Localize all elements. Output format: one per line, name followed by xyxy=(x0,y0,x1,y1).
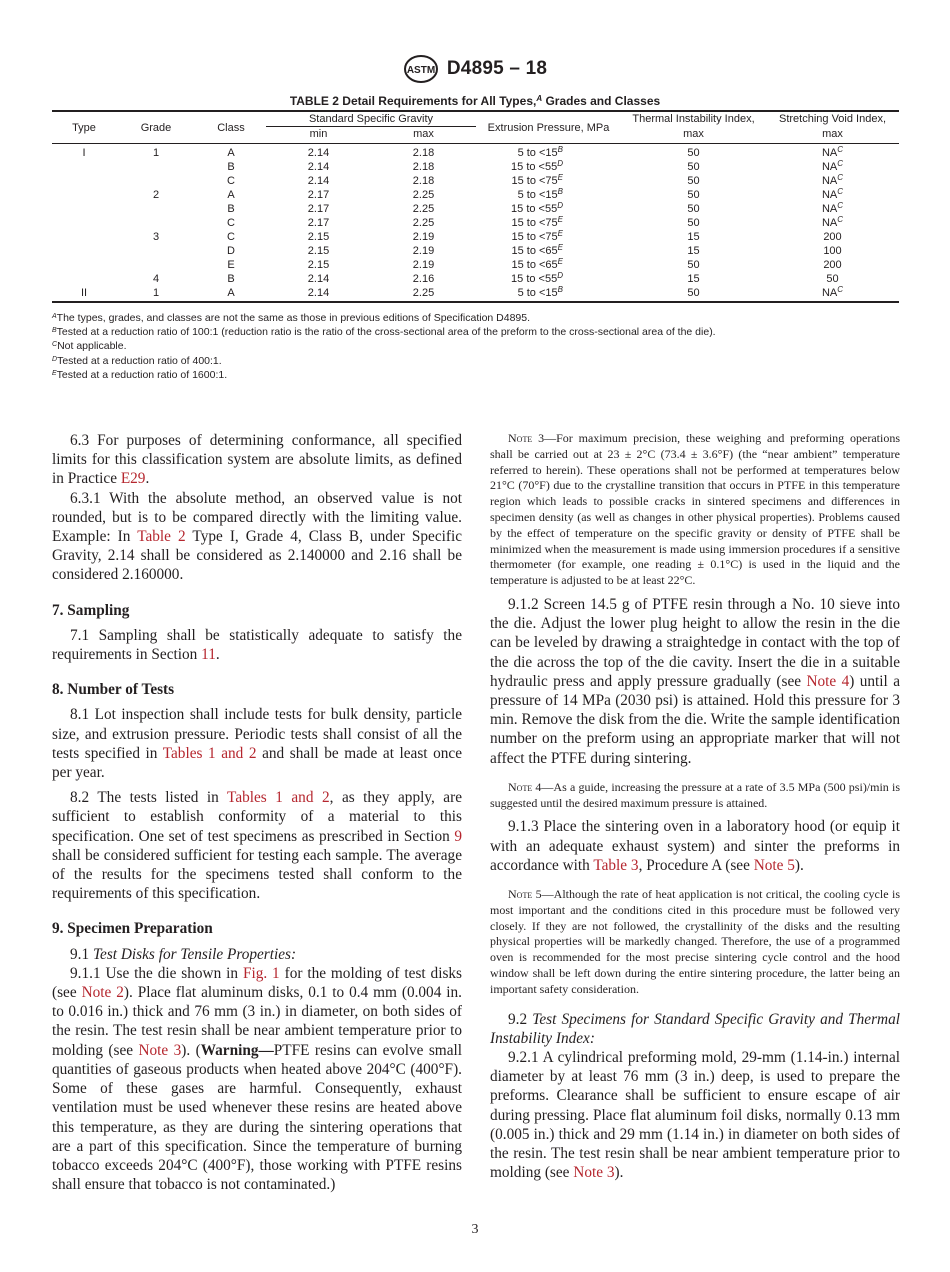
header-thermal-max: max xyxy=(683,127,704,140)
cell-extrusion: 15 to $<65^E$ xyxy=(511,243,563,257)
right-column xyxy=(490,431,900,1182)
cell-void-index: 200 xyxy=(823,259,842,271)
para-9-2: 9.2 Test Specimens for Standard Specific Gravity and Thermal Instability Index: xyxy=(490,1010,900,1047)
table-footnotes xyxy=(52,311,902,382)
cell-thermal-index: 50 xyxy=(687,203,700,215)
cell-void-index: $NA^C$ xyxy=(821,215,844,229)
table-row xyxy=(52,272,899,286)
link-section-9[interactable]: 9 xyxy=(454,827,462,845)
cell-extrusion: 15 to $<65^E$ xyxy=(511,257,563,271)
table-row xyxy=(52,174,899,188)
cell-grade xyxy=(116,160,196,174)
cell-extrusion: 15 to $<75^E$ xyxy=(511,215,563,229)
cell-class: B xyxy=(227,273,235,285)
link-fig-1[interactable]: Fig. 1 xyxy=(242,964,280,982)
header-void: Stretching Void Index, xyxy=(766,111,899,127)
cell-grade xyxy=(116,258,196,272)
cell-type xyxy=(52,244,116,258)
table-row xyxy=(52,202,899,216)
cell-min: 2.14 xyxy=(307,287,330,299)
cell-type: II xyxy=(80,287,88,299)
table-row xyxy=(52,216,899,230)
cell-class: A xyxy=(227,287,235,299)
cell-thermal-index: 50 xyxy=(687,147,700,159)
footnote: $^E$Tested at a reduction ratio of 1600:1. xyxy=(52,368,228,381)
cell-class: A xyxy=(227,189,235,201)
cell-grade xyxy=(116,244,196,258)
para-8-2: 8.2 The tests listed in Tables 1 and 2, as they apply, are sufficient to establish conformity of a material to this specification. One set of test specimens as prescribed in Section 9 shall be considered sufficient for testing each sample. The average of the results for the specimens tested shall conform to the requirements of this specification. xyxy=(52,789,462,903)
cell-void-index: 200 xyxy=(823,231,842,243)
cell-type: I xyxy=(82,147,86,159)
link-note-3[interactable]: Note 3 xyxy=(138,1041,182,1059)
cell-type xyxy=(52,258,116,272)
table-row xyxy=(52,230,899,244)
table-row xyxy=(52,244,899,258)
cell-class: E xyxy=(227,259,235,271)
heading-number-of-tests: 8. Number of Tests xyxy=(52,681,175,699)
cell-max: 2.25 xyxy=(412,203,435,215)
note-4: Note 4—As a guide, increasing the pressure at a rate of 3.5 MPa (500 psi)/min is suggested until the desired maximum pressure is attained. xyxy=(490,779,901,810)
header-max: max xyxy=(413,128,434,140)
link-table-3[interactable]: Table 3 xyxy=(593,856,639,874)
cell-thermal-index: 50 xyxy=(687,161,700,173)
header-ssg: Standard Specific Gravity xyxy=(266,111,476,127)
cell-grade: 4 xyxy=(152,273,160,285)
cell-max: 2.25 xyxy=(412,287,435,299)
cell-extrusion: 5 to $<15^B$ xyxy=(517,187,563,201)
header-thermal: Thermal Instability Index, xyxy=(621,111,766,127)
cell-extrusion: 15 to $<55^D$ xyxy=(511,159,563,173)
cell-min: 2.14 xyxy=(307,147,330,159)
cell-min: 2.17 xyxy=(307,217,330,229)
table-row xyxy=(52,160,899,174)
para-6-3: 6.3 For purposes of determining conformance, all specified limits for this classification system are absolute limits, as defined in Practice E29. xyxy=(52,432,462,488)
header-class: Class xyxy=(196,111,266,144)
cell-grade xyxy=(116,202,196,216)
cell-class: A xyxy=(227,147,235,159)
cell-type xyxy=(52,230,116,244)
cell-max: 2.25 xyxy=(412,217,435,229)
cell-extrusion: 15 to $<75^E$ xyxy=(511,229,563,243)
cell-class: D xyxy=(227,245,235,257)
cell-void-index: 50 xyxy=(826,273,839,285)
cell-class: B xyxy=(227,203,235,215)
cell-min: 2.14 xyxy=(307,273,330,285)
header-min: min xyxy=(309,128,328,140)
cell-class: C xyxy=(227,217,235,229)
footnote: $^C$Not applicable. xyxy=(52,340,127,353)
header-void-max: max xyxy=(822,127,843,140)
heading-sampling: 7. Sampling xyxy=(52,601,130,619)
cell-max: 2.19 xyxy=(412,231,435,243)
table-row xyxy=(52,188,899,202)
link-table-2[interactable]: Table 2 xyxy=(137,528,186,546)
cell-min: 2.14 xyxy=(307,161,330,173)
cell-type xyxy=(52,202,116,216)
cell-grade: 1 xyxy=(152,147,160,159)
cell-class: B xyxy=(227,161,235,173)
table-2 xyxy=(52,110,899,303)
cell-max: 2.16 xyxy=(412,273,435,285)
cell-min: 2.17 xyxy=(307,189,330,201)
cell-min: 2.15 xyxy=(307,245,330,257)
page-number: 3 xyxy=(471,1222,479,1237)
svg-text:ASTM: ASTM xyxy=(406,65,436,76)
cell-max: 2.19 xyxy=(412,259,435,271)
link-note-2[interactable]: Note 2 xyxy=(81,984,124,1002)
header-extrusion: Extrusion Pressure, MPa xyxy=(476,111,621,144)
cell-thermal-index: 50 xyxy=(687,287,700,299)
cell-extrusion: 15 to $<75^E$ xyxy=(511,173,563,187)
cell-type xyxy=(52,272,116,286)
link-e29[interactable]: E29 xyxy=(120,470,146,488)
note-3: Note 3—For maximum precision, these weighing and preforming operations shall be carried out at 23 ± 2°C (73.4 ± 3.6°F) (the “near ambient” temperature referred to herein). These operations shall not be performed at temperatures below 21°C (70°F) due to the crystalline transition that occurs in PTFE in this temperature region which leads to possible cracks in sintered specimens and differences in specimen density (as well as changes in other physical properties). Problems caused by the effect of temperature on the specific gravity or density of PTFE shall be minimized when the measurement is made using immersion procedures if a sensitive thermometer (for example, one reading ± 0.1°C) is used in the liquid and the temperature is adjusted to be at least 22°C. xyxy=(490,431,900,588)
cell-max: 2.18 xyxy=(412,175,435,187)
cell-max: 2.19 xyxy=(412,245,435,257)
cell-type xyxy=(52,160,116,174)
para-6-3-1: 6.3.1 With the absolute method, an observed value is not rounded, but is to be compared directly with the limiting value. Example: In Table 2 Type I, Grade 4, Class B, under Specific Gravity, 2.14 shall be considered as 2.140000 and 2.16 shall be considered 2.160000. xyxy=(52,489,462,584)
cell-void-index: $NA^C$ xyxy=(821,201,844,215)
link-note-5[interactable]: Note 5 xyxy=(753,856,795,874)
heading-specimen-preparation: 9. Specimen Preparation xyxy=(52,920,213,938)
footnote: $^A$The types, grades, and classes are not the same as those in previous editions of Specification D4895. xyxy=(52,312,531,324)
link-tables-1-2[interactable]: Tables 1 and 2 xyxy=(162,744,257,762)
cell-min: 2.17 xyxy=(307,203,330,215)
cell-type xyxy=(52,188,116,202)
para-9-1-3: 9.1.3 Place the sintering oven in a laboratory hood (or equip it with an adequate exhaust system) and sinter the preforms in accordance with Table 3, Procedure A (see Note 5). xyxy=(490,818,900,874)
cell-class: C xyxy=(227,231,235,243)
cell-grade: 3 xyxy=(152,231,160,243)
para-9-2-1: 9.2.1 A cylindrical preforming mold, 29-mm (1.14-in.) internal diameter by at least 76 mm (3 in.) deep, is used to prepare the preforms. Clearance shall be sufficient to ensure escape of air during pressing. Place flat aluminum foil disks, normally 0.13 mm (0.005 in.) thick and 29 mm (1.14 in.) in diameter on both sides of the resin. The test resin shall be near ambient temperature prior to molding (see Note 3). xyxy=(490,1048,900,1182)
cell-extrusion: 5 to $<15^B$ xyxy=(517,145,563,159)
note-5: Note 5—Although the rate of heat application is not critical, the cooling cycle is most important and the conditions cited in this procedure must be followed very closely. If they are not followed, the crystallinity of the disks and the resulting physical properties will be markedly changed. Therefore, the use of a programmed oven is recommended for the most precise sintering cycle control and the hood window shall be left down during the entire sintering procedure, the latter being an important safety consideration. xyxy=(490,887,900,996)
cell-grade xyxy=(116,174,196,188)
table-row xyxy=(52,258,899,272)
table-row xyxy=(52,286,899,302)
cell-min: 2.15 xyxy=(307,259,330,271)
header-grade: Grade xyxy=(116,111,196,144)
cell-extrusion: 5 to $<15^B$ xyxy=(517,285,563,299)
table-row xyxy=(52,144,899,161)
header-type: Type xyxy=(52,111,116,144)
cell-type xyxy=(52,174,116,188)
cell-min: 2.14 xyxy=(307,175,330,187)
footnote: $^B$Tested at a reduction ratio of 100:1 (reduction ratio is the ratio of the cross-sectional area of the preform to the cross-sectional area of the die). xyxy=(52,326,716,339)
para-8-1: 8.1 Lot inspection shall include tests for bulk density, particle size, and extrusion pressure. Periodic tests shall consist of all the tests specified in Tables 1 and 2 and shall be made at least once per year. xyxy=(52,706,462,782)
left-column xyxy=(52,431,462,1194)
cell-extrusion: 15 to $<55^D$ xyxy=(511,271,563,285)
cell-thermal-index: 50 xyxy=(687,175,700,187)
cell-max: 2.25 xyxy=(412,189,435,201)
cell-type xyxy=(52,216,116,230)
para-7-1: 7.1 Sampling shall be statistically adequate to satisfy the requirements in Section 11. xyxy=(52,626,462,664)
cell-extrusion: 15 to $<55^D$ xyxy=(511,201,563,215)
cell-max: 2.18 xyxy=(412,161,435,173)
cell-void-index: $NA^C$ xyxy=(821,145,844,159)
cell-thermal-index: 50 xyxy=(687,259,700,271)
cell-thermal-index: 15 xyxy=(687,273,700,285)
para-9-1: 9.1 Test Disks for Tensile Properties: xyxy=(70,945,297,963)
cell-void-index: $NA^C$ xyxy=(821,159,844,173)
cell-thermal-index: 15 xyxy=(687,231,700,243)
cell-void-index: $NA^C$ xyxy=(821,285,844,299)
cell-class: C xyxy=(227,175,235,187)
table-title: TABLE 2 Detail Requirements for All Types,$^A$ Grades and Classes xyxy=(289,94,661,108)
link-note-3[interactable]: Note 3 xyxy=(573,1164,615,1182)
cell-grade: 2 xyxy=(152,189,160,201)
cell-min: 2.15 xyxy=(307,231,330,243)
para-9-1-2: 9.1.2 Screen 14.5 g of PTFE resin through a No. 10 sieve into the die. Adjust the lower plug height to allow the resin in the die can be leveled by drawing a straightedge in contact with the top of the die across the top of the die cavity. Insert the die in a suitable hydraulic press and apply pressure gradually (see Note 4) until a pressure of 14 MPa (2030 psi) is attained. Hold this pressure for 3 min. Remove the disk from the die. Write the sample identification number on the preform using an appropriate marker that will not affect the PTFE during sintering. xyxy=(490,595,900,767)
cell-max: 2.18 xyxy=(412,147,435,159)
cell-grade xyxy=(116,216,196,230)
astm-logo-icon xyxy=(403,54,439,84)
document-header xyxy=(0,54,950,84)
link-tables-1-2[interactable]: Tables 1 and 2 xyxy=(227,789,330,807)
footnote: $^D$Tested at a reduction ratio of 400:1. xyxy=(52,354,222,367)
cell-thermal-index: 50 xyxy=(687,189,700,201)
cell-thermal-index: 50 xyxy=(687,217,700,229)
cell-void-index: $NA^C$ xyxy=(821,173,844,187)
cell-void-index: $NA^C$ xyxy=(821,187,844,201)
cell-void-index: 100 xyxy=(823,245,842,257)
cell-grade: 1 xyxy=(152,287,160,299)
link-section-11[interactable]: 11 xyxy=(201,646,216,664)
link-note-4[interactable]: Note 4 xyxy=(806,672,850,690)
para-9-1-1: 9.1.1 Use the die shown in Fig. 1 for the molding of test disks (see Note 2). Place flat aluminum disks, 0.1 to 0.4 mm (0.004 in. to 0.016 in.) thick and 76 mm (3 in.) in diameter, on both sides of the resin. The test resin shall be near ambient temperature prior to molding (see Note 3). (Warning—PTFE resins can evolve small quantities of gaseous products when heated above 204°C (400°F). Some of these gases are harmful. Consequently, exhaust ventilation must be used whenever these resins are heated above this temperature, as they are during the sintering operations that are a part of this specification. Since the temperature of burning tobacco exceeds 204°C (400°F), those working with PTFE resins shall ensure that tobacco is not contaminated.) xyxy=(52,964,463,1194)
document-id: D4895 – 18 xyxy=(446,58,548,79)
cell-thermal-index: 15 xyxy=(687,245,700,257)
